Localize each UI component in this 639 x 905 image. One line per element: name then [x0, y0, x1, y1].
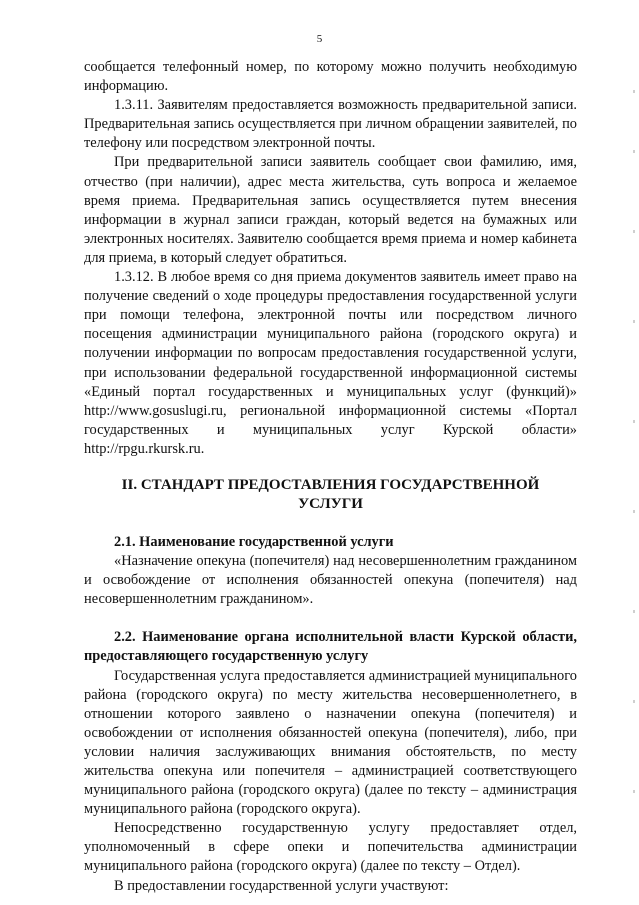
subsection-2-1-text: «Назначение опекуна (попечителя) над несовершеннолетним гражданином и освобождение от исполнения обязанностей опекуна (попечителя) над несовершеннолетним гражданином».: [84, 553, 577, 608]
subsection-2-2-paragraph-1: Государственная услуга предоставляется администрацией муниципального района (городского округа) по месту жительства несовершеннолетнего, в отношении которого заявлено о назначении опекуна (попечителя) и освобождении от исполнения обязанностей опекуна (попечителя), либо, при условии наличия заслуживающих внимания обстоятельств, по месту жительства опекуна или попечителя – администрацией соответствующего муниципального района (городского округа) (далее по тексту – администрация муниципального района (городского округа).: [84, 667, 577, 818]
subsection-2-2-heading: 2.2. Наименование органа исполнительной власти Курской области, предоставляющего государственную услугу: [84, 629, 577, 665]
scan-edge-marks: [631, 90, 635, 870]
subsection-2-2-paragraph-3: В предоставлении государственной услуги участвуют:: [114, 877, 449, 894]
subsection-2-2-paragraph-2: Непосредственно государственную услугу предоставляет отдел, уполномоченный в сфере опеки и попечительства администрации муниципального района (городского округа) (далее по тексту – Отдел).: [84, 820, 577, 875]
page-number: 5: [316, 33, 323, 45]
document-body: [84, 58, 577, 896]
section-2-heading: II. СТАНДАРТ ПРЕДОСТАВЛЕНИЯ ГОСУДАРСТВЕННОЙ УСЛУГИ: [121, 476, 540, 512]
paragraph-preliminary-record: При предварительной записи заявитель сообщает свои фамилию, имя, отчество (при наличии), адрес места жительства, суть вопроса и желаемое время приема. Предварительная запись осуществляется путем внесения информации в журнал записи граждан, который ведется на бумажных или электронных носителях. Заявителю сообщается время приема и номер кабинета для приема, в который следует обратиться.: [84, 154, 577, 266]
paragraph-continuation: сообщается телефонный номер, по которому можно получить необходимую информацию.: [84, 59, 577, 95]
paragraph-1-3-12: 1.3.12. В любое время со дня приема документов заявитель имеет право на получение сведений о ходе процедуры предоставления государственной услуги при помощи телефона, электронной почты или посредством личного посещения администрации муниципального района (городского округа) и получении информации по вопросам предоставления государственной услуги, при использовании федеральной государственной информационной системы «Единый портал государственных и муниципальных услуг (функций)» http://www.gosuslugi.ru, региональной информационной системы «Портал государственных и муниципальных услуг Курской области» http://rpgu.rkursk.ru.: [84, 269, 577, 457]
subsection-2-1-heading: 2.1. Наименование государственной услуги: [114, 533, 394, 550]
paragraph-1-3-11: 1.3.11. Заявителям предоставляется возможность предварительной записи. Предварительная запись осуществляется при личном обращении заявителей, по телефону или посредством электронной почты.: [84, 97, 577, 152]
